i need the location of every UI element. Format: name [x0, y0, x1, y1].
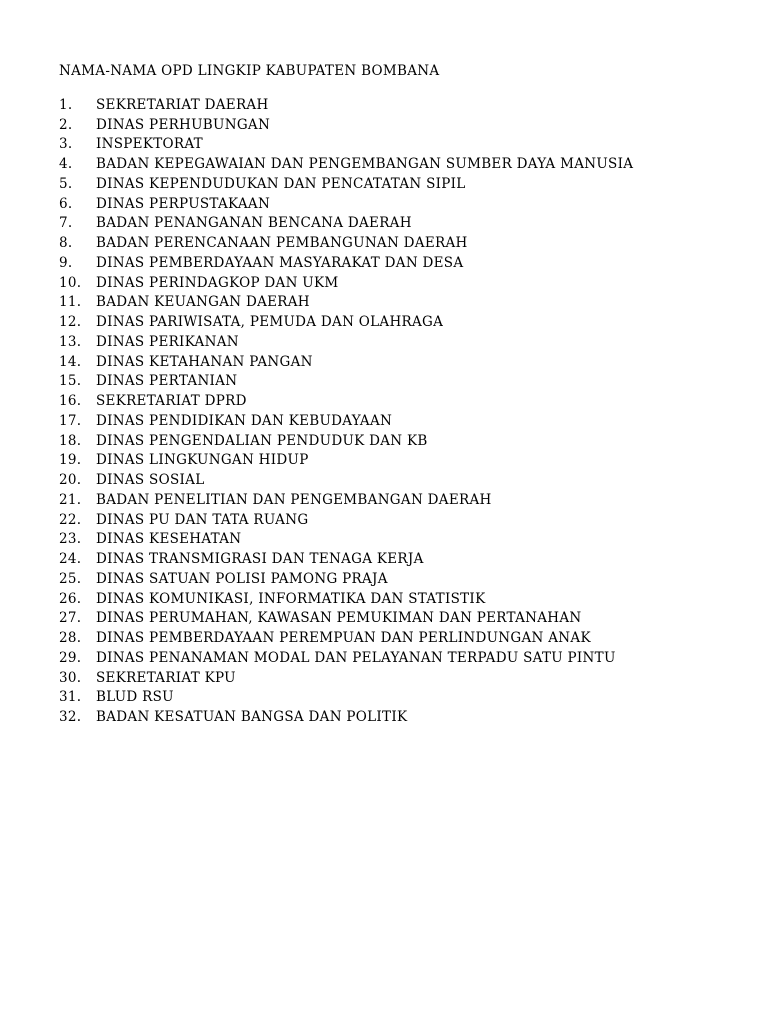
list-item-number: 7. — [59, 215, 73, 232]
document-title: NAMA-NAMA OPD LINGKIP KABUPATEN BOMBANA — [59, 63, 440, 79]
list-item-number: 13. — [59, 333, 82, 350]
list-item-name: DINAS PERPUSTAKAAN — [96, 195, 271, 212]
list-item-name: DINAS PERINDAGKOP DAN UKM — [96, 274, 339, 291]
list-item-number: 21. — [59, 491, 82, 508]
list-item — [59, 214, 739, 234]
list-item-name: SEKRETARIAT DAERAH — [96, 96, 269, 113]
list-item — [59, 312, 739, 332]
list-item-name: DINAS PERUMAHAN, KAWASAN PEMUKIMAN DAN PERTANAHAN — [96, 610, 582, 627]
list-item-name: DINAS KEPENDUDUKAN DAN PENCATATAN SIPIL — [96, 175, 466, 192]
list-item — [59, 688, 739, 708]
list-item-name: DINAS PERIKANAN — [96, 333, 239, 350]
list-item-name: DINAS TRANSMIGRASI DAN TENAGA KERJA — [96, 551, 424, 568]
list-item-name: DINAS PERHUBUNGAN — [96, 116, 271, 133]
list-item-name: DINAS PEMBERDAYAAN PEREMPUAN DAN PERLINDUNGAN ANAK — [96, 630, 591, 647]
list-item-name: BADAN KESATUAN BANGSA DAN POLITIK — [96, 709, 408, 726]
list-item-name: DINAS PENANAMAN MODAL DAN PELAYANAN TERPADU SATU PINTU — [96, 649, 616, 666]
list-item-number: 2. — [59, 116, 73, 133]
list-item-name: BLUD RSU — [96, 689, 174, 706]
list-item-number: 9. — [59, 254, 73, 271]
list-item-number: 19. — [59, 452, 82, 469]
list-item — [59, 707, 739, 727]
list-item-number: 28. — [59, 630, 82, 647]
list-item-name: BADAN PENANGANAN BENCANA DAERAH — [96, 215, 412, 232]
opd-list — [59, 95, 739, 727]
list-item-number: 10. — [59, 274, 82, 291]
list-item-number: 6. — [59, 195, 73, 212]
list-item-number: 26. — [59, 590, 82, 607]
list-item — [59, 490, 739, 510]
list-item-name: INSPEKTORAT — [96, 136, 203, 153]
list-item-number: 32. — [59, 709, 82, 726]
list-item-name: DINAS SATUAN POLISI PAMONG PRAJA — [96, 570, 388, 587]
list-item-name: BADAN KEPEGAWAIAN DAN PENGEMBANGAN SUMBER DAYA MANUSIA — [96, 156, 634, 173]
list-item-number: 24. — [59, 551, 82, 568]
list-item-number: 15. — [59, 373, 82, 390]
list-item-name: DINAS PEMBERDAYAAN MASYARAKAT DAN DESA — [96, 254, 464, 271]
list-item-number: 27. — [59, 610, 82, 627]
list-item-number: 3. — [59, 136, 73, 153]
list-item — [59, 628, 739, 648]
list-item — [59, 530, 739, 550]
list-item — [59, 135, 739, 155]
list-item-number: 29. — [59, 649, 82, 666]
list-item — [59, 194, 739, 214]
list-item-number: 12. — [59, 314, 82, 331]
list-item — [59, 233, 739, 253]
list-item — [59, 352, 739, 372]
list-item-number: 8. — [59, 235, 73, 252]
list-item — [59, 451, 739, 471]
list-item — [59, 372, 739, 392]
list-item — [59, 549, 739, 569]
list-item-number: 14. — [59, 353, 82, 370]
list-item — [59, 332, 739, 352]
list-item — [59, 154, 739, 174]
list-item-number: 11. — [59, 294, 82, 311]
list-item-name: SEKRETARIAT KPU — [96, 669, 236, 686]
list-item — [59, 510, 739, 530]
list-item-number: 18. — [59, 432, 82, 449]
list-item — [59, 589, 739, 609]
list-item — [59, 648, 739, 668]
list-item-number: 5. — [59, 175, 73, 192]
list-item — [59, 293, 739, 313]
list-item — [59, 391, 739, 411]
list-item-name: BADAN KEUANGAN DAERAH — [96, 294, 310, 311]
list-item-number: 20. — [59, 472, 82, 489]
list-item-number: 17. — [59, 412, 82, 429]
list-item-number: 23. — [59, 531, 82, 548]
list-item-number: 31. — [59, 689, 82, 706]
list-item — [59, 253, 739, 273]
list-item-name: DINAS PENGENDALIAN PENDUDUK DAN KB — [96, 432, 428, 449]
list-item — [59, 273, 739, 293]
list-item-name: DINAS KESEHATAN — [96, 531, 242, 548]
list-item-name: DINAS PARIWISATA, PEMUDA DAN OLAHRAGA — [96, 314, 444, 331]
list-item — [59, 470, 739, 490]
list-item — [59, 609, 739, 629]
list-item — [59, 174, 739, 194]
list-item-name: DINAS PU DAN TATA RUANG — [96, 511, 309, 528]
list-item — [59, 115, 739, 135]
list-item-number: 30. — [59, 669, 82, 686]
list-item-name: SEKRETARIAT DPRD — [96, 393, 247, 410]
list-item-number: 22. — [59, 511, 82, 528]
list-item-name: DINAS PERTANIAN — [96, 373, 238, 390]
list-item-name: DINAS PENDIDIKAN DAN KEBUDAYAAN — [96, 412, 393, 429]
list-item-name: DINAS KETAHANAN PANGAN — [96, 353, 313, 370]
list-item-name: DINAS KOMUNIKASI, INFORMATIKA DAN STATISTIK — [96, 590, 486, 607]
list-item — [59, 431, 739, 451]
list-item-number: 1. — [59, 96, 73, 113]
list-item — [59, 569, 739, 589]
list-item-name: DINAS LINGKUNGAN HIDUP — [96, 452, 309, 469]
list-item — [59, 95, 739, 115]
list-item-name: DINAS SOSIAL — [96, 472, 205, 489]
list-item-name: BADAN PENELITIAN DAN PENGEMBANGAN DAERAH — [96, 491, 492, 508]
list-item — [59, 668, 739, 688]
list-item-number: 4. — [59, 156, 73, 173]
list-item-number: 16. — [59, 393, 82, 410]
list-item-number: 25. — [59, 570, 82, 587]
list-item-name: BADAN PERENCANAAN PEMBANGUNAN DAERAH — [96, 235, 468, 252]
list-item — [59, 411, 739, 431]
